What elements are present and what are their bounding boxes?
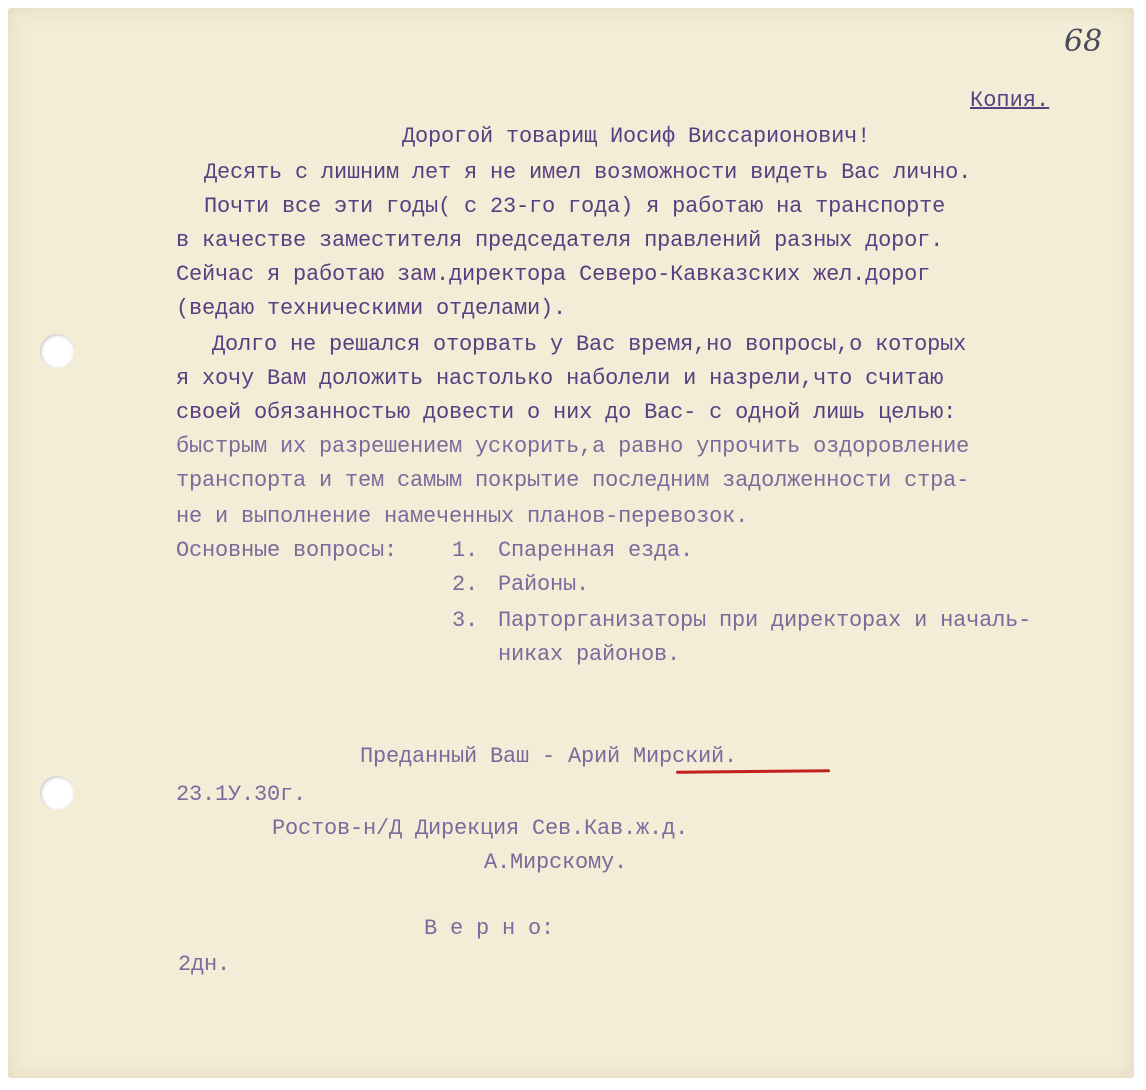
body-line: Долго не решался оторвать у Вас время,но вопросы,о которых xyxy=(212,332,967,357)
body-line: транспорта и тем самым покрытие последним задолженности стра- xyxy=(176,468,970,493)
signature: Преданный Ваш - Арий Мирский. xyxy=(360,744,738,769)
question-text: Парторганизаторы при директорах и началь- xyxy=(498,608,1032,633)
letter-date: 23.1У.30г. xyxy=(176,782,307,807)
question-number: 1. xyxy=(452,538,479,563)
address-line: Ростов-н/Д Дирекция Сев.Кав.ж.д. xyxy=(272,816,689,841)
body-line: Сейчас я работаю зам.директора Северо-Кавказских жел.дорог xyxy=(176,262,931,287)
body-line: быстрым их разрешением ускорить,а равно упрочить оздоровление xyxy=(176,434,970,459)
page-number: 68 xyxy=(1064,24,1103,59)
body-line: своей обязанностью довести о них до Вас- с одной лишь целью: xyxy=(176,400,957,425)
copy-heading: Копия. xyxy=(970,88,1050,113)
certified-mark: В е р н о: xyxy=(424,916,555,941)
copy-mark: 2дн. xyxy=(178,952,231,977)
body-line: я хочу Вам доложить настолько наболели и назрели,что считаю xyxy=(176,366,944,391)
body-line: в качестве заместителя председателя правлений разных дорог. xyxy=(176,228,944,253)
body-line: (ведаю техническими отделами). xyxy=(176,296,567,321)
address-recipient: А.Мирскому. xyxy=(484,850,628,875)
questions-intro: Основные вопросы: xyxy=(176,538,398,563)
punch-hole-top xyxy=(40,334,74,368)
punch-hole-bottom xyxy=(40,776,74,810)
salutation: Дорогой товарищ Иосиф Виссарионович! xyxy=(402,124,871,149)
question-number: 2. xyxy=(452,572,479,597)
question-number: 3. xyxy=(452,608,479,633)
question-text: Спаренная езда. xyxy=(498,538,694,563)
question-text-continuation: никах районов. xyxy=(498,642,681,667)
body-line: не и выполнение намеченных планов-перевозок. xyxy=(176,504,749,529)
question-text: Районы. xyxy=(498,572,590,597)
body-line: Почти все эти годы( с 23-го года) я работаю на транспорте xyxy=(204,194,946,219)
body-line: Десять с лишним лет я не имел возможности видеть Вас лично. xyxy=(204,160,972,185)
